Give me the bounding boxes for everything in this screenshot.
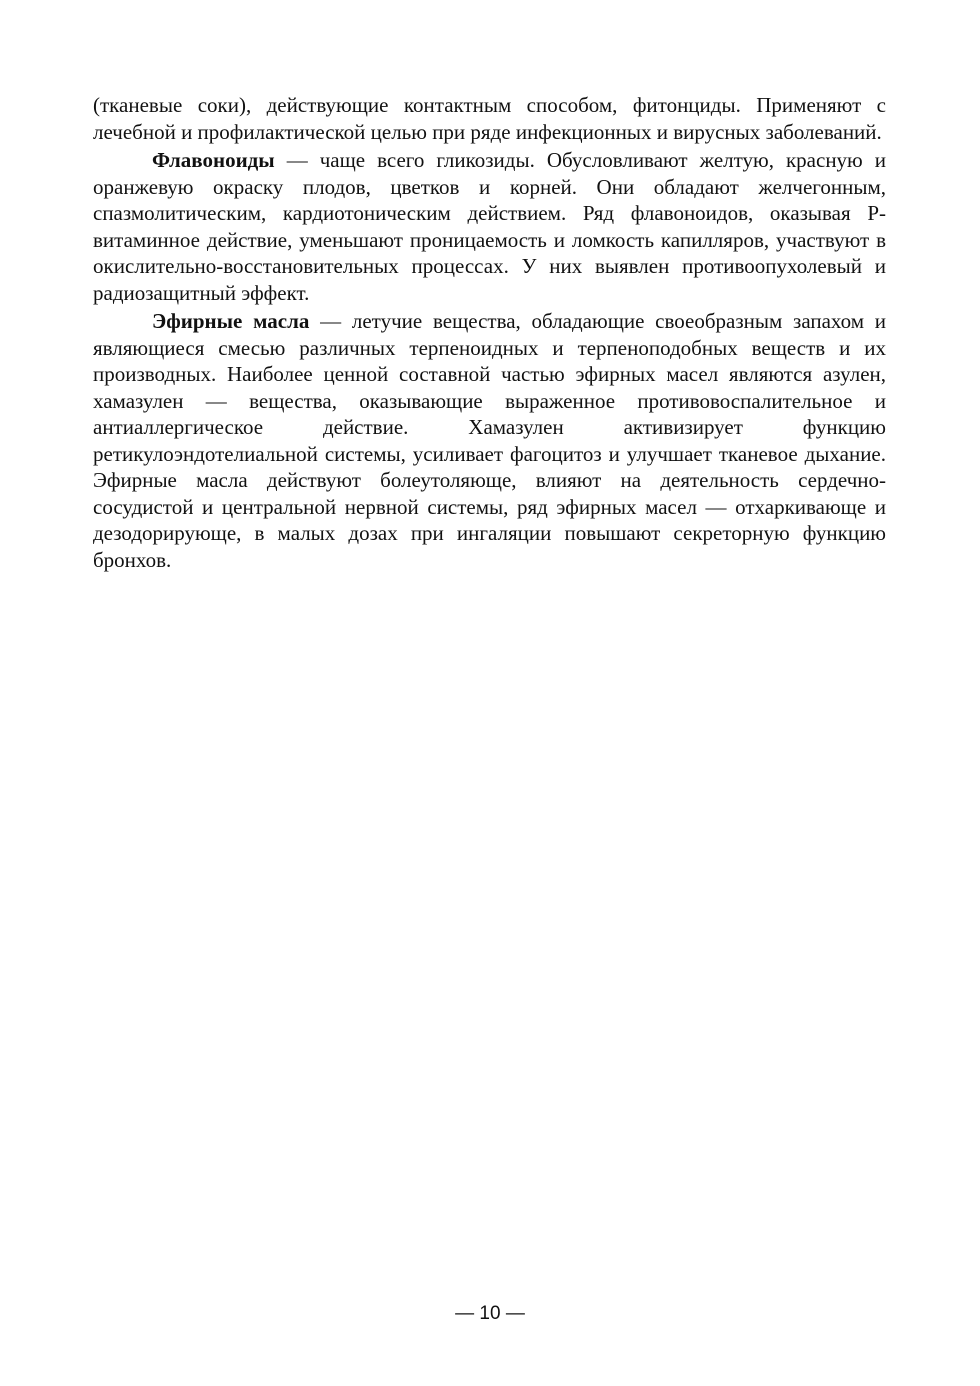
term-essential-oils: Эфирные масла — [152, 309, 310, 333]
paragraph-text: (тканевые соки), действующие контактным способом, фитонциды. Применяют с лечебной и профилактической целью при ряде инфекционных и вирусных заболеваний. — [93, 93, 886, 144]
paragraph-essential-oils — [93, 308, 886, 573]
paragraph-flavonoids — [93, 147, 886, 306]
page-number: — 10 — — [455, 1303, 525, 1324]
paragraph-continuation — [93, 92, 886, 145]
paragraph-text: — летучие вещества, обладающие своеобразным запахом и являющиеся смесью различных терпеноидных и терпеноподобных веществ и их производных. Наиболее ценной составной частью эфирных масел являются азулен, хамазулен — вещества, оказывающие выраженное противовоспалительное и антиаллергическое действие. Хамазулен активизирует функцию ретикулоэндотелиальной системы, усиливает фагоцитоз и улучшает тканевое дыхание. Эфирные масла действуют болеутоляюще, влияют на деятельность сердечно-сосудистой и центральной нервной системы, ряд эфирных масел — отхаркивающе и дезодорирующе, в малых дозах при ингаляции повышают секреторную функцию бронхов. — [93, 309, 887, 572]
paragraph-text: — чаще всего гликозиды. Обусловливают желтую, красную и оранжевую окраску плодов, цветков и корней. Они обладают желчегонным, спазмолитическим, кардиотоническим действием. Ряд флавоноидов, оказывая Р-витаминное действие, уменьшают проницаемость и ломкость капилляров, участвуют в окислительно-восстановительных процессах. У них выявлен противоопухолевый и радиозащитный эффект. — [93, 148, 886, 305]
term-flavonoids: Флавоноиды — [152, 148, 275, 172]
body-text — [93, 92, 886, 575]
